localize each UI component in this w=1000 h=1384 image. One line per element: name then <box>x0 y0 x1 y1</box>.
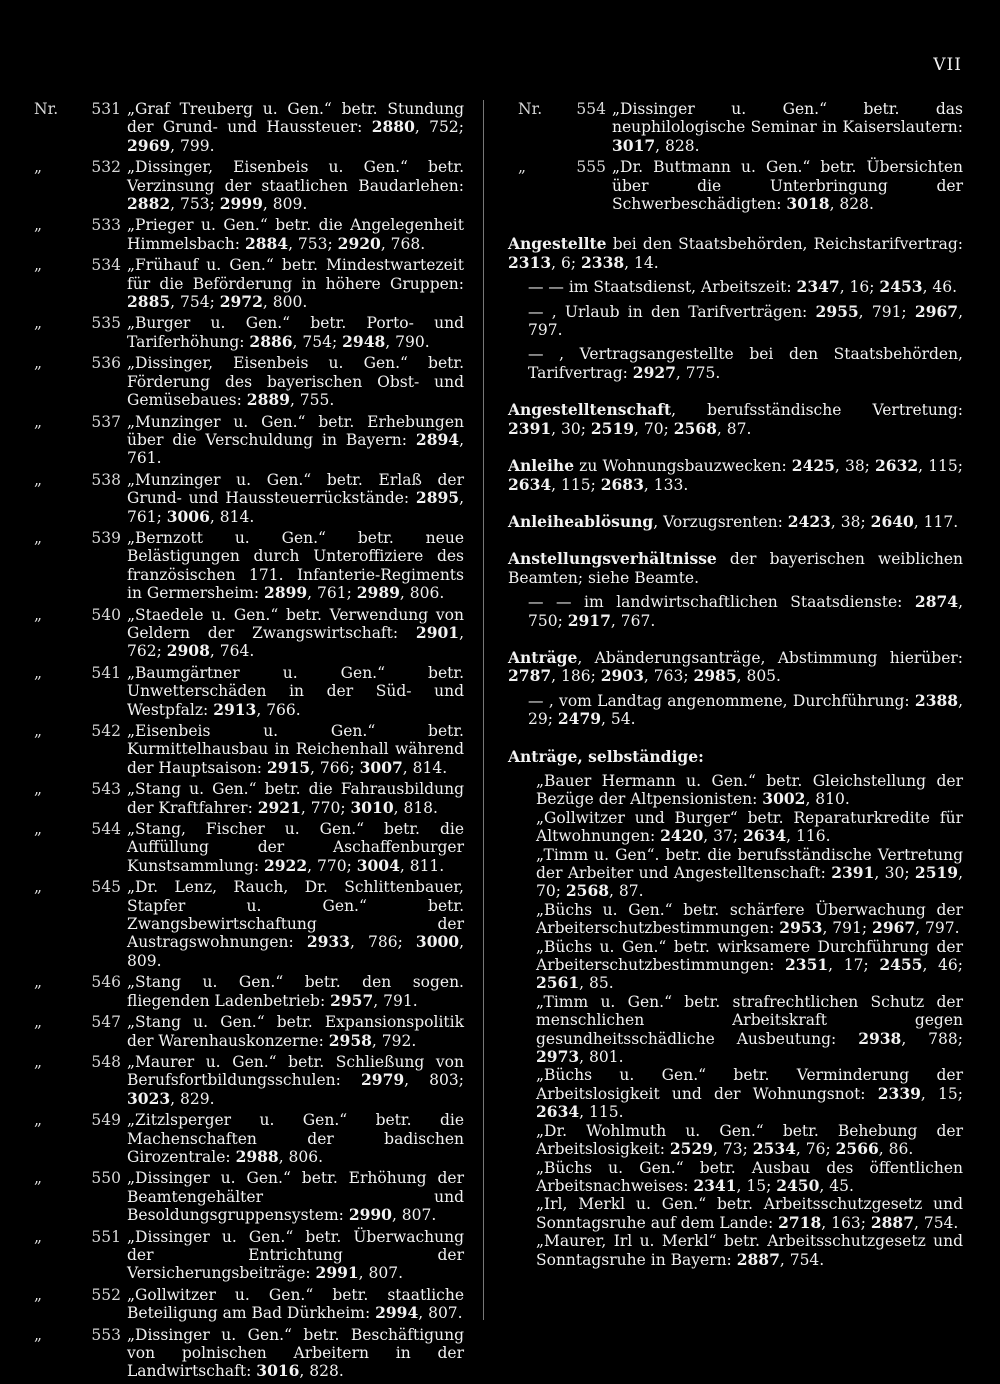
keyword: Anleiheablösung <box>508 511 654 531</box>
sub-entry: — — im landwirtschaftlichen Staatsdienste: 2874, 750; 2917, 767. <box>528 592 963 630</box>
list-item: „Timm u. Gen.“ betr. strafrechtlichen Schutz der menschlichen Arbeitskraft gegen gesundheitsschädliche Ausbeutung: 2938, 788; 2973, 801. <box>536 992 963 1067</box>
entry-number: 545 <box>91 878 121 897</box>
entry-prefix: „ <box>518 158 527 177</box>
entry-number: 554 <box>576 100 606 118</box>
list-item <box>34 878 464 970</box>
entry-prefix: „ <box>34 878 43 897</box>
entry-text: „Dissinger u. Gen.“ betr. das neuphilologische Seminar in Kaiserslautern: 3017, 828. <box>612 100 963 155</box>
sub-entry: — — im Staatsdienst, Arbeitszeit: 2347, 16; 2453, 46. <box>528 277 958 297</box>
list-item <box>34 471 464 526</box>
entry-number: 534 <box>91 256 121 275</box>
entry-prefix: „ <box>34 528 43 547</box>
entry-number: 539 <box>91 528 121 547</box>
entry-prefix: „ <box>34 158 43 177</box>
keyword-text: zu Wohnungsbauzwecken: 2425, 38; 2632, 115; 2634, 115; 2683, 133. <box>508 456 963 494</box>
entry-text: „Dissinger u. Gen.“ betr. Beschäftigung von polnischen Arbeitern in der Landwirtschaft: 3016, 828. <box>127 1325 464 1381</box>
section-heading <box>508 748 963 766</box>
list-item <box>34 256 464 311</box>
entry-prefix: „ <box>34 256 43 275</box>
list-item <box>34 100 464 155</box>
keyword: Anträge, selbständige: <box>508 746 704 766</box>
list-item <box>34 973 464 1010</box>
entry-number: 540 <box>91 605 121 624</box>
entry-prefix: „ <box>34 820 43 839</box>
list-item: „Timm u. Gen“. betr. die berufsständische Vertretung der Arbeiter und Angestelltenschaft: 2391, 30; 2519, 70; 2568, 87. <box>536 845 963 901</box>
keyword: Anstellungsverhältnisse <box>508 549 717 569</box>
entry-number: 548 <box>91 1052 121 1071</box>
entry-text: „Stang u. Gen.“ betr. die Fahrausbildung der Kraftfahrer: 2921, 770; 3010, 818. <box>127 780 464 817</box>
entry-prefix: „ <box>34 1285 43 1304</box>
list-item <box>34 1013 464 1050</box>
entry-text: „Stang u. Gen.“ betr. den sogen. fliegenden Ladenbetrieb: 2957, 791. <box>127 973 464 1010</box>
keyword-text: , Vorzugsrenten: 2423, 38; 2640, 117. <box>653 511 959 531</box>
keyword: Anträge <box>508 647 578 667</box>
entry-prefix: „ <box>34 354 43 373</box>
keyword-text: bei den Staatsbehörden, Reichstarifvertrag: 2313, 6; 2338, 14. <box>508 235 963 272</box>
entry-prefix: „ <box>34 1111 43 1130</box>
index-keyword-entry <box>508 401 963 438</box>
entry-prefix: „ <box>34 470 43 489</box>
list-item: „Büchs u. Gen.“ betr. schärfere Überwachung der Arbeiterschutzbestimmungen: 2953, 791; 2967, 797. <box>536 900 963 938</box>
entry-text: „Dissinger, Eisenbeis u. Gen.“ betr. Förderung des bayerischen Obst- und Gemüsebaues: 2889, 755. <box>127 354 464 410</box>
entry-prefix: „ <box>34 973 43 992</box>
entry-number: 547 <box>91 1013 121 1032</box>
entry-number: 555 <box>576 158 606 177</box>
entry-number: 537 <box>91 412 121 431</box>
list-item <box>34 413 464 468</box>
entry-prefix: Nr. <box>34 100 59 118</box>
keyword: Angestelltenschaft <box>508 400 672 420</box>
list-item <box>34 1286 464 1323</box>
list-item <box>508 158 963 213</box>
entry-text: „Dissinger u. Gen.“ betr. Erhöhung der Beamtengehälter und Besoldungsgruppensystem: 2990, 807. <box>127 1169 464 1225</box>
column-divider <box>483 100 484 1320</box>
entry-text: „Frühauf u. Gen.“ betr. Mindestwartezeit für die Beförderung in höhere Gruppen: 2885, 754; 2972, 800. <box>127 256 464 312</box>
entry-number: 551 <box>91 1227 121 1246</box>
list-item: „Büchs u. Gen.“ betr. Ausbau des öffentlichen Arbeitsnachweises: 2341, 15; 2450, 45. <box>536 1158 963 1195</box>
entry-prefix: „ <box>34 1052 43 1071</box>
entry-text: „Munzinger u. Gen.“ betr. Erhebungen über die Verschuldung in Bayern: 2894, 761. <box>127 412 464 468</box>
list-item <box>34 216 464 253</box>
entry-prefix: Nr. <box>518 100 543 118</box>
entry-number: 549 <box>91 1111 121 1130</box>
entry-number: 552 <box>91 1285 121 1304</box>
list-item: „Büchs u. Gen.“ betr. Verminderung der Arbeitslosigkeit und der Wohnungsnot: 2339, 15; 2634, 115. <box>536 1066 963 1122</box>
entry-text: „Munzinger u. Gen.“ betr. Erlaß der Grund- und Haussteuerrückstände: 2895, 761; 3006, 814. <box>127 470 464 526</box>
entry-prefix: „ <box>34 605 43 624</box>
list-item <box>34 1169 464 1224</box>
entry-prefix: „ <box>34 412 43 431</box>
sub-entry: — , vom Landtag angenommene, Durchführung: 2388, 29; 2479, 54. <box>528 690 963 729</box>
entry-number: 553 <box>91 1325 121 1344</box>
entry-number: 542 <box>91 722 121 740</box>
list-item <box>34 354 464 409</box>
list-item <box>508 100 963 155</box>
entry-prefix: „ <box>34 314 43 333</box>
keyword: Anleihe <box>508 456 575 476</box>
keyword-text: der bayerischen weiblichen Beamten; siehe Beamte. <box>508 550 963 587</box>
index-keyword-entry <box>508 550 963 630</box>
list-item: „Dr. Wohlmuth u. Gen.“ betr. Behebung der Arbeitslosigkeit: 2529, 73; 2534, 76; 2566, 86. <box>536 1121 963 1159</box>
entry-text: „Dr. Lenz, Rauch, Dr. Schlittenbauer, Stapfer u. Gen.“ betr. Zwangsbewirtschaftung der Austragswohnungen: 2933, 786; 3000, 809. <box>127 878 464 970</box>
keyword: Angestellte <box>508 234 607 254</box>
list-item: „Maurer, Irl u. Merkl“ betr. Arbeitsschutzgesetz und Sonntagsruhe in Bayern: 2887, 754. <box>536 1232 963 1269</box>
list-item: „Büchs u. Gen.“ betr. wirksamere Durchführung der Arbeiterschutzbestimmungen: 2351, 17; 2455, 46; 2561, 85. <box>536 937 963 993</box>
entry-number: 541 <box>91 663 121 682</box>
keyword-text: , berufsständische Vertretung: 2391, 30; 2519, 70; 2568, 87. <box>508 401 963 438</box>
entry-number: 543 <box>91 780 121 799</box>
entry-number: 544 <box>91 820 121 839</box>
entry-number: 536 <box>91 354 121 373</box>
entry-text: „Dissinger u. Gen.“ betr. Überwachung der Entrichtung der Versicherungsbeiträge: 2991, 807. <box>127 1227 464 1283</box>
list-item: „Gollwitzer und Burger“ betr. Reparaturkredite für Altwohnungen: 2420, 37; 2634, 116. <box>536 808 963 846</box>
entry-text: „Bernzott u. Gen.“ betr. neue Belästigungen durch Unteroffiziere des französischen 171. Infanterie-Regiments in Germersheim: 2899, 761; 2989, 806. <box>127 528 464 603</box>
entry-number: 532 <box>91 158 121 177</box>
entry-prefix: „ <box>34 780 43 799</box>
list-item <box>34 780 464 817</box>
index-keyword-entry <box>508 457 963 494</box>
keyword-text: , Abänderungsanträge, Abstimmung hierüber: 2787, 186; 2903, 763; 2985, 805. <box>508 648 963 686</box>
entry-text: „Dissinger, Eisenbeis u. Gen.“ betr. Verzinsung der staatlichen Baudarlehen: 2882, 753; 2999, 809. <box>127 158 464 214</box>
entry-text: „Gollwitzer u. Gen.“ betr. staatliche Beteiligung am Bad Dürkheim: 2994, 807. <box>127 1285 464 1323</box>
entry-prefix: „ <box>34 1169 43 1188</box>
entry-number: 538 <box>91 470 121 489</box>
entry-text: „Burger u. Gen.“ betr. Porto- und Tariferhöhung: 2886, 754; 2948, 790. <box>127 314 464 351</box>
entry-prefix: „ <box>34 1325 43 1344</box>
left-column <box>34 100 464 1384</box>
list-item <box>34 1228 464 1283</box>
entry-prefix: „ <box>34 1227 43 1246</box>
list-item <box>34 722 464 777</box>
right-column <box>508 100 963 1269</box>
entry-text: „Stang, Fischer u. Gen.“ betr. die Auffüllung der Aschaffenburger Kunstsammlung: 2922, 770; 3004, 811. <box>127 820 464 875</box>
entry-text: „Dr. Buttmann u. Gen.“ betr. Übersichten über die Unterbringung der Schwerbeschädigten: 3018, 828. <box>612 158 963 214</box>
list-item <box>34 1326 464 1381</box>
sub-entry: — , Urlaub in den Tarifverträgen: 2955, 791; 2967, 797. <box>528 301 963 340</box>
index-keyword-entry <box>508 649 963 729</box>
entry-text: „Prieger u. Gen.“ betr. die Angelegenheit Himmelsbach: 2884, 753; 2920, 768. <box>127 216 464 253</box>
entry-text: „Zitzlsperger u. Gen.“ betr. die Machenschaften der badischen Girozentrale: 2988, 806. <box>127 1111 464 1166</box>
sub-entry: — , Vertragsangestellte bei den Staatsbehörden, Tarifvertrag: 2927, 775. <box>528 345 963 382</box>
entry-number: 535 <box>91 314 121 333</box>
index-keyword-entry <box>508 235 963 382</box>
list-item <box>34 314 464 351</box>
page-number: VII <box>933 55 962 75</box>
entry-text: „Maurer u. Gen.“ betr. Schließung von Berufsfortbildungsschulen: 2979, 803; 3023, 829. <box>127 1052 464 1108</box>
entry-text: „Eisenbeis u. Gen.“ betr. Kurmittelhausbau in Reichenhall während der Hauptsaison: 2915, 766; 3007, 814. <box>127 722 464 777</box>
list-item <box>34 606 464 661</box>
entry-text: „Stang u. Gen.“ betr. Expansionspolitik der Warenhauskonzerne: 2958, 792. <box>127 1013 464 1050</box>
list-item <box>34 1053 464 1108</box>
entry-text: „Staedele u. Gen.“ betr. Verwendung von Geldern der Zwangswirtschaft: 2901, 762; 2908, 764. <box>127 605 464 661</box>
list-item <box>34 158 464 213</box>
entry-number: 550 <box>91 1169 121 1188</box>
entry-number: 546 <box>91 973 121 992</box>
entry-text: „Graf Treuberg u. Gen.“ betr. Stundung der Grund- und Haussteuer: 2880, 752; 2969, 799. <box>127 100 464 155</box>
entry-prefix: „ <box>34 722 43 740</box>
list-item <box>34 529 464 603</box>
entry-prefix: „ <box>34 1013 43 1032</box>
entry-prefix: „ <box>34 216 43 235</box>
entry-text: „Baumgärtner u. Gen.“ betr. Unwetterschäden in der Süd- und Westpfalz: 2913, 766. <box>127 663 464 719</box>
index-keyword-entry <box>508 513 963 531</box>
entry-number: 531 <box>91 100 121 118</box>
entry-prefix: „ <box>34 663 43 682</box>
list-item: „Bauer Hermann u. Gen.“ betr. Gleichstellung der Bezüge der Altpensionisten: 3002, 810. <box>536 771 963 809</box>
list-item <box>34 664 464 719</box>
list-item: „Irl, Merkl u. Gen.“ betr. Arbeitsschutzgesetz und Sonntagsruhe auf dem Lande: 2718, 163; 2887, 754. <box>536 1195 963 1232</box>
entry-number: 533 <box>91 216 121 235</box>
list-item <box>34 1111 464 1166</box>
list-item <box>34 820 464 875</box>
